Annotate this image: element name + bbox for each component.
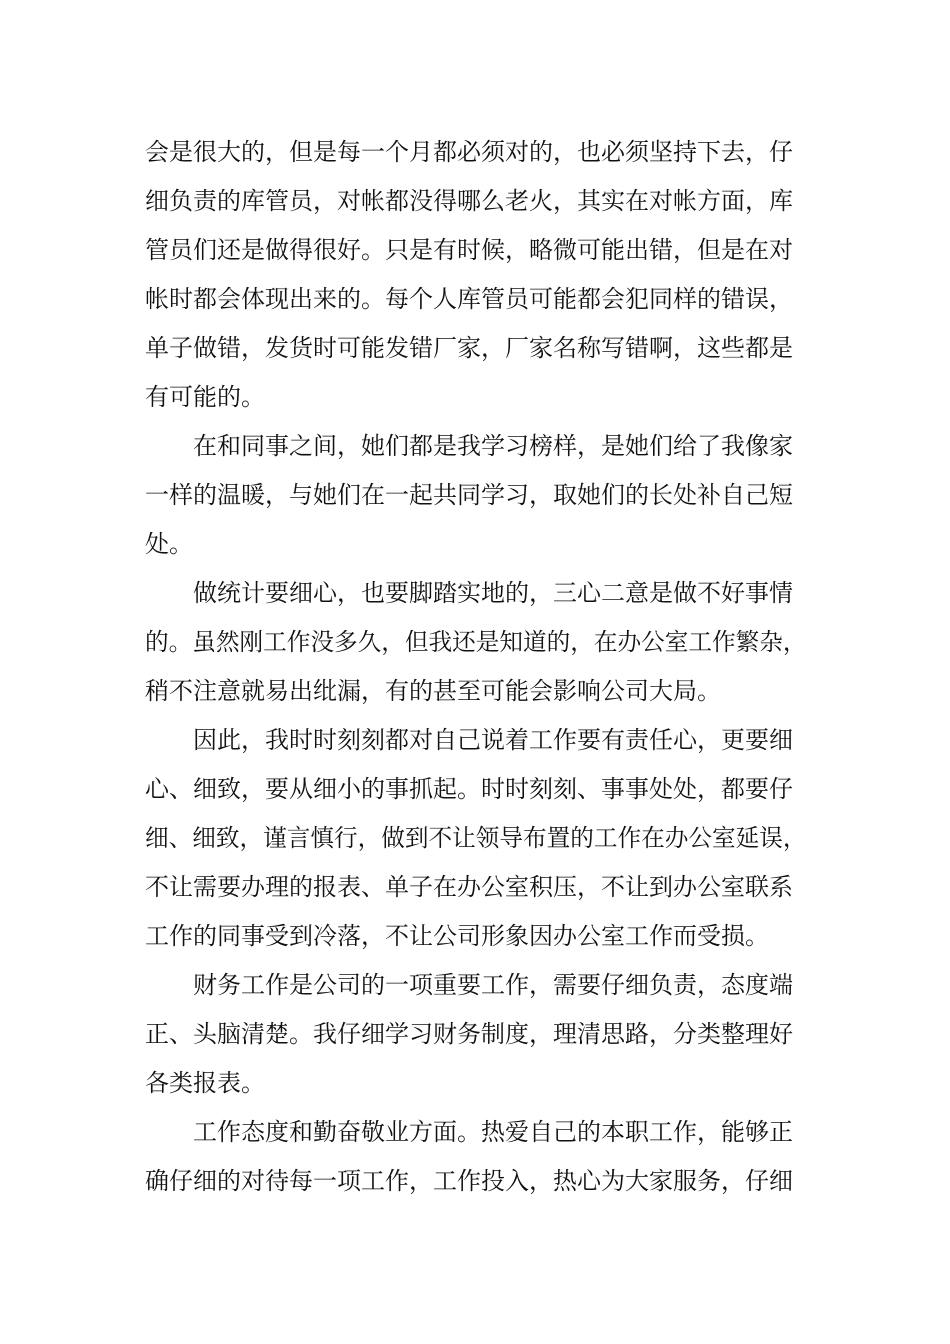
text-line-first: 工作态度和勤奋敬业方面。热爱自己的本职工作，能够正: [193, 1118, 793, 1146]
text-line: 一样的温暖，与她们在一起共同学习，取她们的长处补自己短: [145, 481, 793, 509]
text-line-first: 做统计要细心，也要脚踏实地的，三心二意是做不好事情: [193, 579, 793, 607]
text-line: 稍不注意就易出纰漏，有的甚至可能会影响公司大局。: [145, 677, 721, 705]
text-line: 帐时都会体现出来的。每个人库管员可能都会犯同样的错误，: [145, 285, 793, 313]
text-line: 正、头脑清楚。我仔细学习财务制度，理清思路，分类整理好: [145, 1020, 793, 1048]
paragraph-5: [145, 961, 807, 1108]
text-line: 有可能的。: [145, 383, 265, 411]
paragraph-1: [145, 128, 807, 422]
text-line: 管员们还是做得很好。只是有时候，略微可能出错，但是在对: [145, 236, 793, 264]
text-line: 心、细致，要从细小的事抓起。时时刻刻、事事处处，都要仔: [145, 775, 793, 803]
text-line: 会是很大的，但是每一个月都必须对的，也必须坚持下去，仔: [145, 138, 793, 166]
paragraph-3: [145, 569, 807, 716]
text-line: 单子做错，发货时可能发错厂家，厂家名称写错啊，这些都是: [145, 334, 793, 362]
text-line-first: 在和同事之间，她们都是我学习榜样，是她们给了我像家: [193, 432, 793, 460]
text-line-first: 财务工作是公司的一项重要工作，需要仔细负责，态度端: [193, 971, 793, 999]
text-line: 确仔细的对待每一项工作，工作投入，热心为大家服务，仔细: [145, 1167, 793, 1195]
text-line: 细负责的库管员，对帐都没得哪么老火，其实在对帐方面，库: [145, 187, 793, 215]
text-line: 细、细致，谨言慎行，做到不让领导布置的工作在办公室延误，: [145, 824, 807, 852]
text-line: 的。虽然刚工作没多久，但我还是知道的，在办公室工作繁杂，: [145, 628, 807, 656]
text-line: 不让需要办理的报表、单子在办公室积压，不让到办公室联系: [145, 873, 793, 901]
text-line-first: 因此，我时时刻刻都对自己说着工作要有责任心，更要细: [193, 726, 793, 754]
paragraph-6: [145, 1108, 807, 1206]
text-line: 各类报表。: [145, 1069, 265, 1097]
text-line: 工作的同事受到冷落，不让公司形象因办公室工作而受损。: [145, 922, 769, 950]
document-body: [145, 128, 807, 1206]
text-line: 处。: [145, 530, 193, 558]
paragraph-2: [145, 422, 807, 569]
paragraph-4: [145, 716, 807, 961]
